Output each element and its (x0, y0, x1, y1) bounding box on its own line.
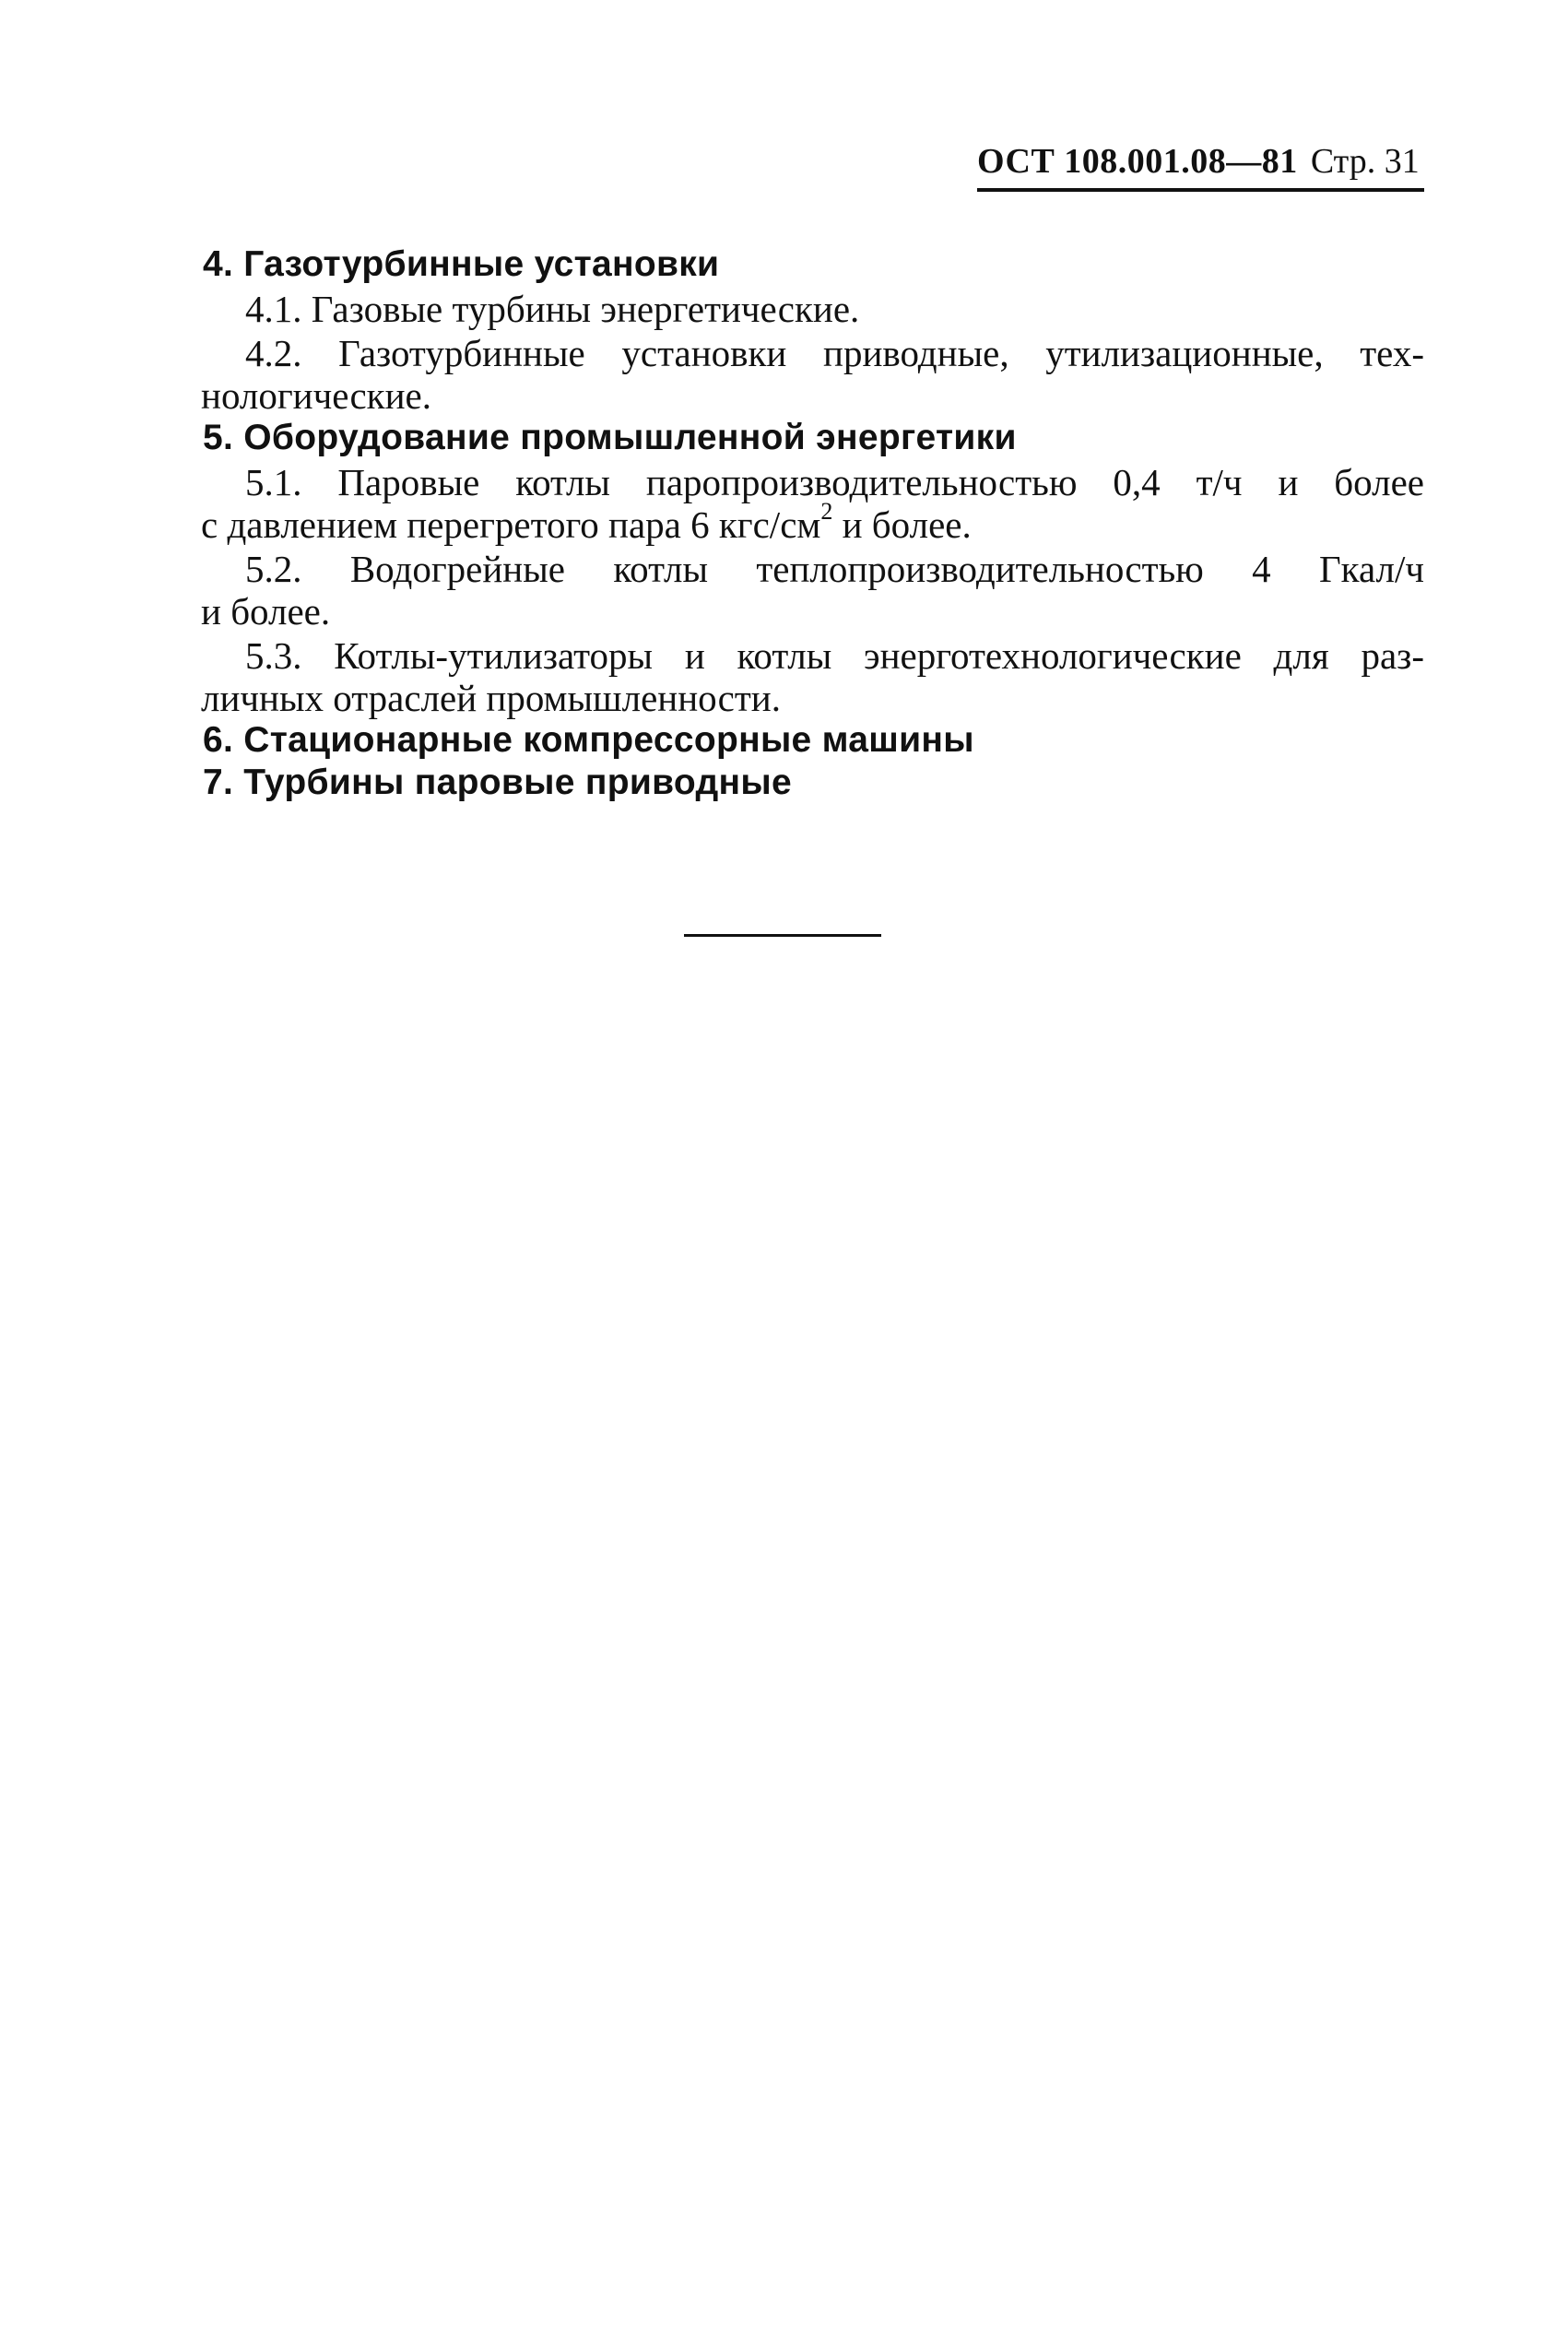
item-4-2-line-2: нологические. (201, 374, 431, 417)
item-5-1-line-1: 5.1. Паровые котлы паропроизводительностью 0,4 т/ч и более (245, 461, 1424, 503)
section-7-heading: 7. Турбины паровые приводные (203, 763, 792, 802)
item-5-1-line-2 (201, 498, 972, 548)
page-header (977, 140, 1424, 192)
section-5-heading: 5. Оборудование промышленной энергетики (203, 418, 1017, 457)
section-4-heading: 4. Газотурбинные установки (203, 244, 720, 284)
superscript-2: 2 (820, 498, 833, 526)
item-5-1-text-end: и более. (832, 503, 972, 546)
item-4-1: 4.1. Газовые турбины энергетические. (245, 288, 860, 330)
section-6-heading: 6. Стационарные компрессорные машины (203, 720, 974, 760)
item-5-3-line-1: 5.3. Котлы-утилизаторы и котлы энерготехнологические для раз- (245, 634, 1424, 677)
page-number: Стр. 31 (1310, 142, 1420, 181)
item-4-2-line-1: 4.2. Газотурбинные установки приводные, утилизационные, тех- (245, 332, 1424, 374)
end-divider (684, 934, 881, 937)
item-5-2-line-1: 5.2. Водогрейные котлы теплопроизводительностью 4 Гкал/ч (245, 548, 1424, 590)
item-5-2-line-2: и более. (201, 590, 331, 633)
item-5-1-text: с давлением перегретого пара 6 кгс/см (201, 503, 821, 546)
document-code: ОСТ 108.001.08—81 (977, 142, 1298, 181)
item-5-3-line-2: личных отраслей промышленности. (201, 677, 781, 719)
